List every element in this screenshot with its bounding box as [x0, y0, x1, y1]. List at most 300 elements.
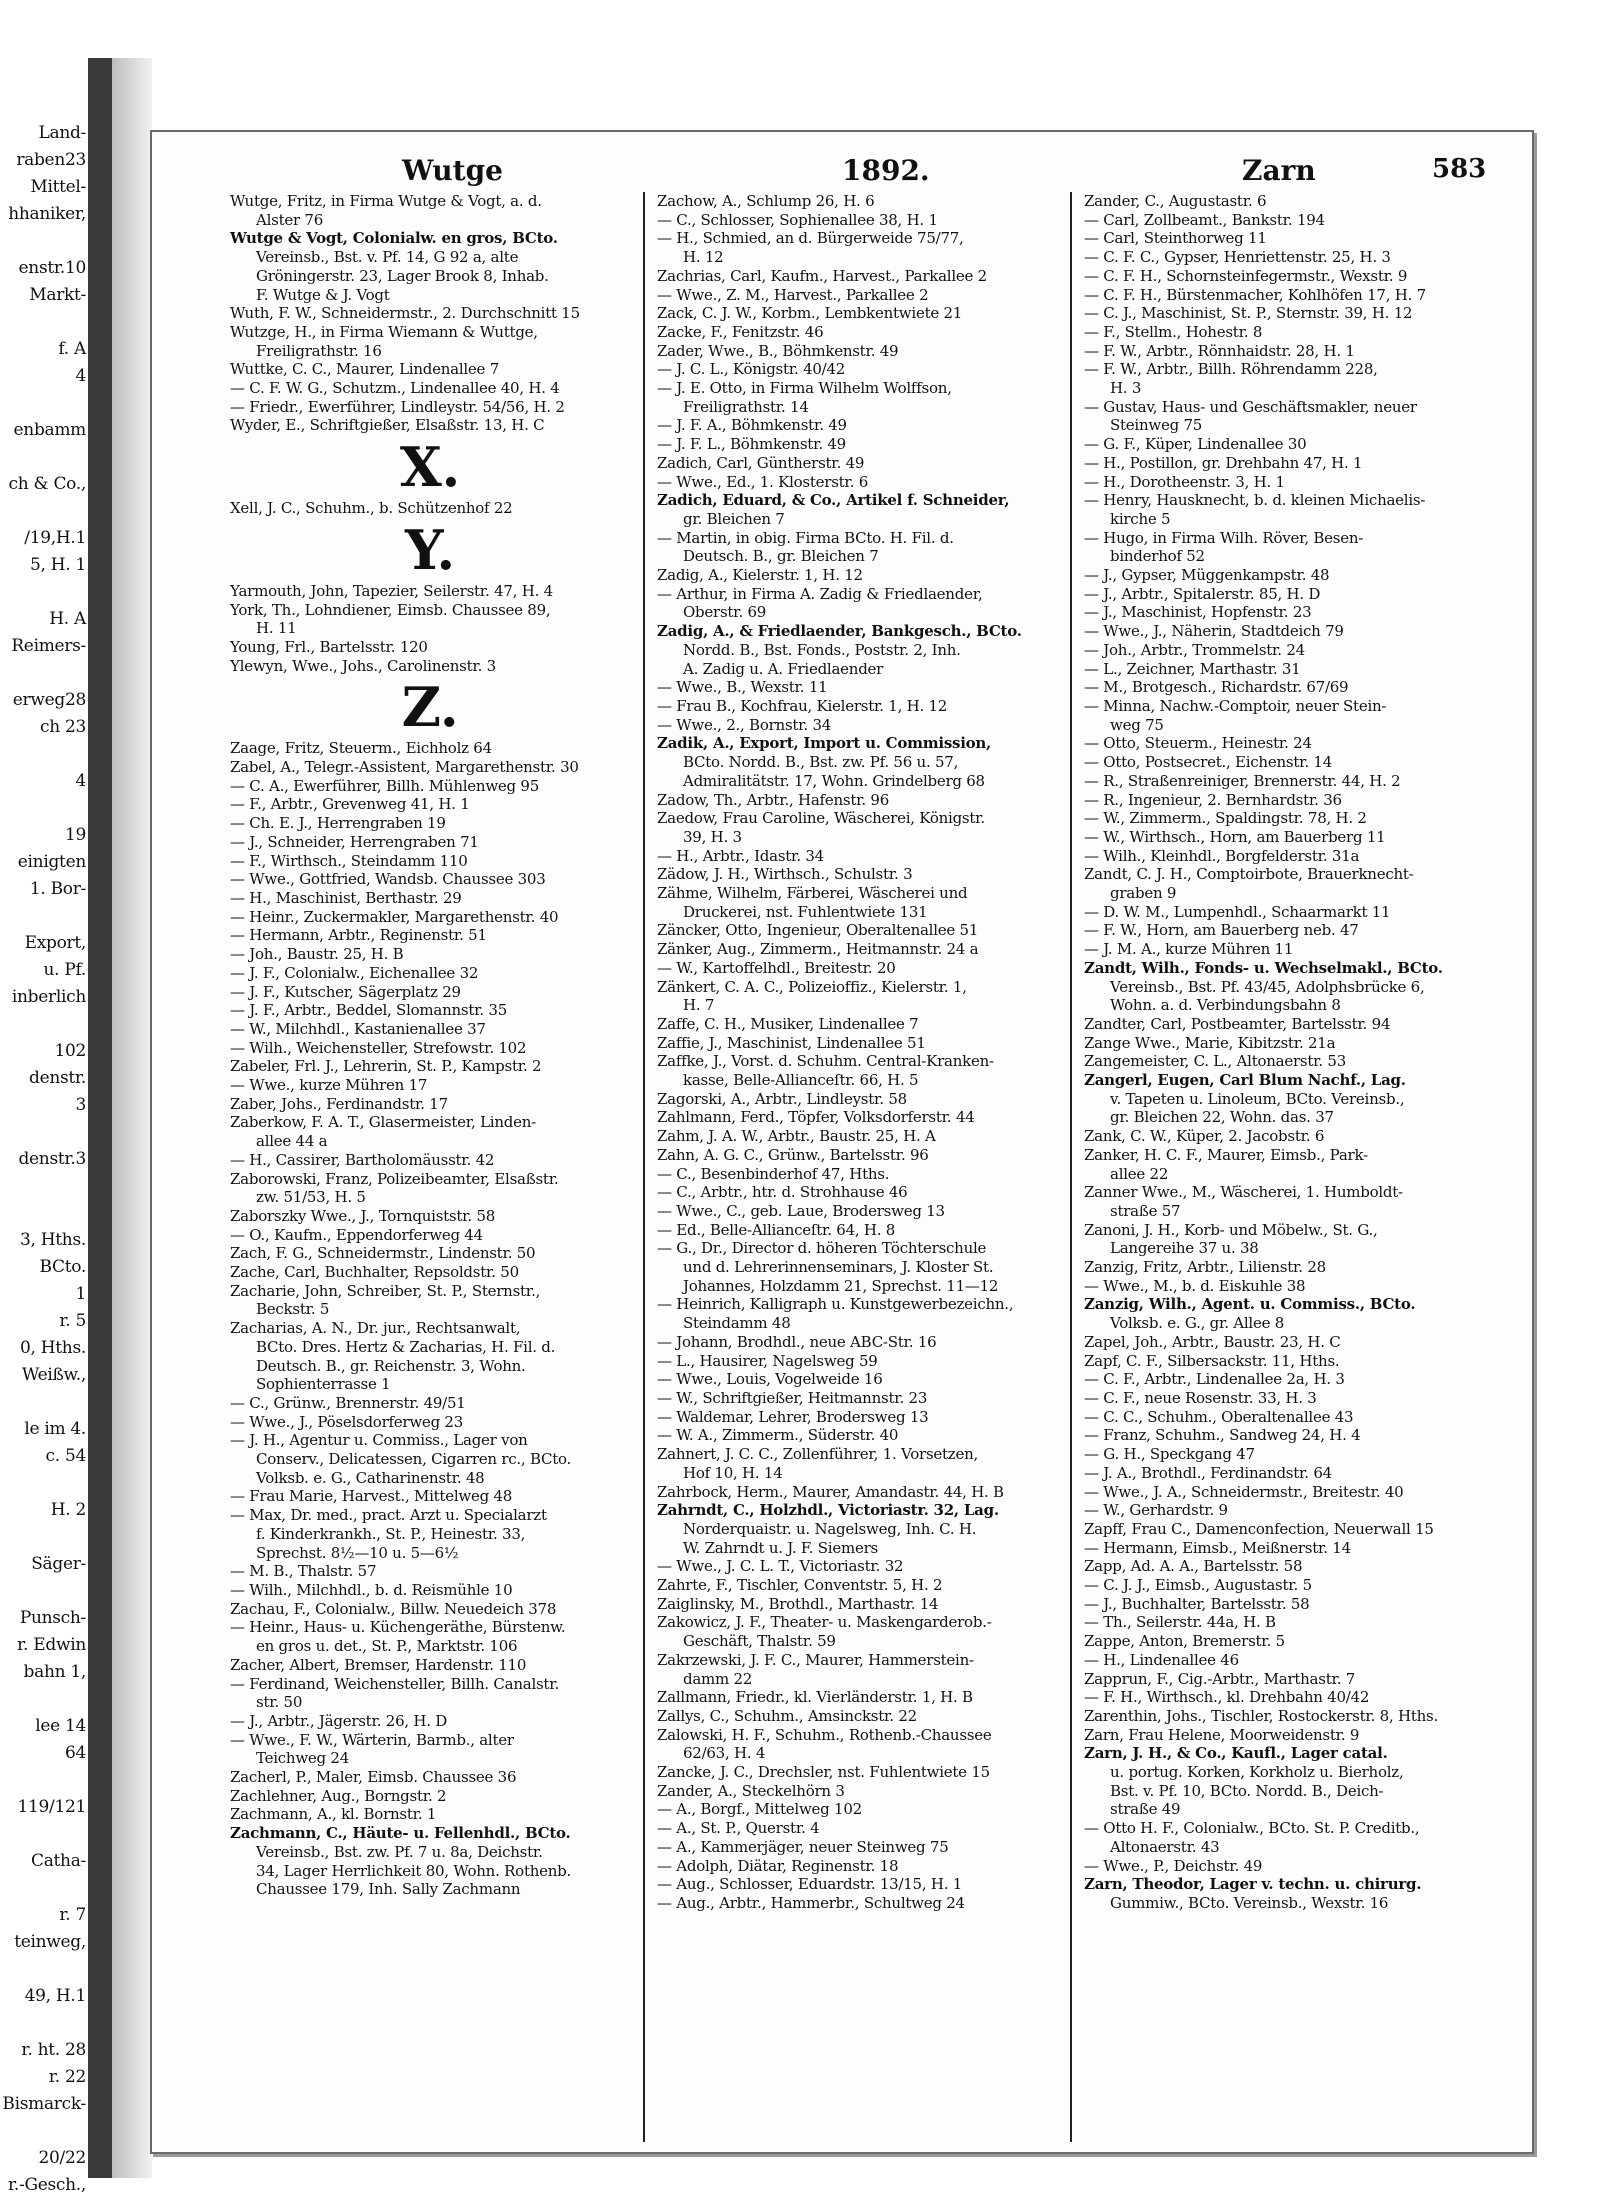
directory-entry: Zachow, A., Schlump 26, H. 6: [657, 192, 875, 210]
directory-entry: Zarn, Theodor, Lager v. techn. u. chirurg.: [1084, 1875, 1422, 1894]
left-page-fragment: [0, 2118, 86, 2145]
entry-continuation: Altonaerstr. 43: [1110, 1837, 1220, 1856]
directory-entry: Zapff, Frau C., Damenconfection, Neuerwall 15: [1084, 1519, 1434, 1538]
left-page-fragment: [0, 228, 86, 255]
directory-entry: Zädow, J. H., Wirthsch., Schulstr. 3: [657, 865, 913, 884]
left-page-fragment: r. 5: [59, 1311, 86, 1331]
left-page-fragment: 64: [64, 1743, 86, 1763]
left-page-fragment: Reimers-: [11, 636, 86, 656]
left-page-fragment: [0, 1875, 86, 1902]
entry-continuation: straße 57: [1110, 1201, 1181, 1220]
left-page-fragment: ch & Co.,: [8, 474, 86, 494]
left-page-fragment: [0, 795, 86, 822]
header-year: 1892.: [842, 154, 930, 187]
entry-continuation: allee 22: [1110, 1164, 1169, 1183]
left-page-fragment: erweg28: [12, 690, 86, 710]
entry-continuation: graben 9: [1110, 884, 1177, 903]
left-page-fragment: r. 22: [48, 2067, 86, 2087]
left-page-fragment: Markt-: [29, 285, 86, 305]
left-page-fragment: H. 2: [50, 1500, 86, 1520]
directory-entry: — W., Kartoffelhdl., Breitestr. 20: [657, 958, 896, 977]
directory-entry: — H., Maschinist, Berthastr. 29: [230, 888, 462, 907]
left-page-fragment: Weißw.,: [21, 1365, 86, 1385]
directory-entry: — F., Wirthsch., Steindamm 110: [230, 851, 468, 870]
directory-entry: Xell, J. C., Schuhm., b. Schützenhof 22: [230, 499, 513, 518]
entry-continuation: Norderquaistr. u. Nagelsweg, Inh. C. H.: [683, 1519, 977, 1538]
directory-entry: Zarenthin, Johs., Tischler, Rostockerstr. 8, Hths.: [1084, 1706, 1438, 1725]
entry-continuation: Wohn. a. d. Verbindungsbahn 8: [1110, 996, 1341, 1015]
directory-entry: — A., St. P., Querstr. 4: [657, 1819, 820, 1838]
entry-continuation: Steinweg 75: [1110, 416, 1203, 435]
entry-continuation: Gummiw., BCto. Vereinsb., Wexstr. 16: [1110, 1893, 1389, 1912]
directory-entry: Zabeler, Frl. J., Lehrerin, St. P., Kampstr. 2: [230, 1057, 542, 1076]
directory-entry: Zacher, Albert, Bremser, Hardenstr. 110: [230, 1655, 527, 1674]
left-page-fragment: r.-Gesch.,: [7, 2175, 86, 2195]
entry-continuation: Nordd. B., Bst. Fonds., Poststr. 2, Inh.: [683, 640, 961, 659]
directory-entry: — Friedr., Ewerführer, Lindleystr. 54/56, H. 2: [230, 397, 565, 416]
directory-entry: — F. W., Arbtr., Billh. Röhrendamm 228,: [1084, 360, 1378, 379]
directory-entry: Zandter, Carl, Postbeamter, Bartelsstr. 94: [1084, 1014, 1391, 1033]
left-page-fragment: enstr.10: [18, 258, 86, 278]
left-page-fragment: Säger-: [31, 1554, 86, 1574]
directory-entry: Zalowski, H. F., Schuhm., Rothenb.-Chaussee: [657, 1725, 992, 1744]
directory-entry: — W., Wirthsch., Horn, am Bauerberg 11: [1084, 827, 1386, 846]
entry-continuation: Oberstr. 69: [683, 603, 767, 622]
directory-entry: — Wwe., 2., Bornstr. 34: [657, 715, 832, 734]
entry-continuation: str. 50: [256, 1693, 303, 1712]
directory-entry: Zabel, A., Telegr.-Assistent, Margarethenstr. 30: [230, 758, 579, 777]
directory-entry: Ylewyn, Wwe., Johs., Carolinenstr. 3: [230, 656, 496, 675]
directory-entry: — Hermann, Arbtr., Reginenstr. 51: [230, 926, 487, 945]
left-page-fragment: einigten: [17, 852, 86, 872]
directory-entry: Zakowicz, J. F., Theater- u. Maskengarderob.-: [657, 1613, 992, 1632]
entry-continuation: Admiralitätstr. 17, Wohn. Grindelberg 68: [683, 771, 985, 790]
directory-entry: Wutzge, H., in Firma Wiemann & Wuttge,: [230, 322, 538, 341]
directory-entry: — J. E. Otto, in Firma Wilhelm Wolffson,: [657, 379, 952, 398]
directory-entry: Zachmann, A., kl. Bornstr. 1: [230, 1805, 437, 1824]
directory-entry: — Ferdinand, Weichensteller, Billh. Canalstr.: [230, 1674, 560, 1693]
entry-continuation: Sophienterrasse 1: [256, 1375, 391, 1394]
left-page-fragment: denstr.3: [18, 1149, 86, 1169]
directory-entry: — Carl, Zollbeamt., Bankstr. 194: [1084, 210, 1325, 229]
directory-entry: Zaffie, J., Maschinist, Lindenallee 51: [657, 1033, 926, 1052]
directory-entry: Zacharias, A. N., Dr. jur., Rechtsanwalt,: [230, 1319, 521, 1338]
left-page-fragment: [0, 1173, 86, 1200]
left-page-fragment: 3, Hths.: [20, 1230, 86, 1250]
directory-entry: — C. F. H., Bürstenmacher, Kohlhöfen 17, H. 7: [1084, 285, 1426, 304]
left-page-fragment: 3: [75, 1095, 86, 1115]
left-page-fragment: [0, 444, 86, 471]
directory-entry: Zapf, C. F., Silbersackstr. 11, Hths.: [1084, 1351, 1340, 1370]
directory-entry: Zanker, H. C. F., Maurer, Eimsb., Park-: [1084, 1145, 1368, 1164]
directory-entry: — Wwe., C., geb. Laue, Brodersweg 13: [657, 1201, 945, 1220]
directory-entry: — Frau B., Kochfrau, Kielerstr. 1, H. 12: [657, 696, 948, 715]
directory-entry: — C. F. H., Schornsteinfegermstr., Wexstr. 9: [1084, 266, 1408, 285]
left-page-fragment: 1. Bor-: [29, 879, 86, 899]
directory-entry: — Hugo, in Firma Wilh. Röver, Besen-: [1084, 528, 1364, 547]
entry-continuation: en gros u. det., St. P., Marktstr. 106: [256, 1637, 518, 1656]
book-spine-gutter: [112, 58, 152, 2178]
directory-entry: — J. F., Arbtr., Beddel, Slomannstr. 35: [230, 1001, 508, 1020]
left-page-fragment: [0, 1686, 86, 1713]
entry-continuation: gr. Bleichen 22, Wohn. das. 37: [1110, 1108, 1334, 1127]
directory-entry: — L., Zeichner, Marthastr. 31: [1084, 659, 1301, 678]
section-letter: X.: [399, 435, 461, 500]
header-last-entry: Zarn: [1242, 154, 1316, 187]
directory-entry: Zadich, Eduard, & Co., Artikel f. Schneider,: [657, 491, 1010, 510]
directory-entry: — C., Besenbinderhof 47, Hths.: [657, 1164, 890, 1183]
left-page-fragment: ch 23: [39, 717, 86, 737]
left-page-fragment: [0, 1524, 86, 1551]
entry-continuation: 62/63, H. 4: [683, 1744, 766, 1763]
left-page-fragment: [0, 2010, 86, 2037]
left-page-margin: [0, 120, 86, 2195]
column-divider: [1070, 192, 1072, 2142]
directory-entry: Zach, F. G., Schneidermstr., Lindenstr. 50: [230, 1244, 536, 1263]
entry-continuation: H. 12: [683, 248, 724, 267]
directory-entry: Zander, C., Augustastr. 6: [1084, 192, 1267, 210]
left-page-fragment: inberlich: [11, 987, 86, 1007]
directory-entry: — D. W. M., Lumpenhdl., Schaarmarkt 11: [1084, 902, 1391, 921]
directory-entry: Zahn, A. G. C., Grünw., Bartelsstr. 96: [657, 1145, 929, 1164]
directory-entry: Zaffe, C. H., Musiker, Lindenallee 7: [657, 1014, 919, 1033]
directory-entry: — Franz, Schuhm., Sandweg 24, H. 4: [1084, 1426, 1361, 1445]
entry-continuation: H. 11: [256, 619, 297, 638]
directory-entry: — Th., Seilerstr. 44a, H. B: [1084, 1613, 1276, 1632]
directory-entry: Zapel, Joh., Arbtr., Baustr. 23, H. C: [1084, 1332, 1341, 1351]
directory-entry: York, Th., Lohndiener, Eimsb. Chaussee 89,: [230, 600, 551, 619]
directory-entry: — M. B., Thalstr. 57: [230, 1562, 377, 1581]
entry-continuation: Conserv., Delicatessen, Cigarren rc., BCto.: [256, 1450, 572, 1469]
directory-entry: Zapprun, F., Cig.-Arbtr., Marthastr. 7: [1084, 1669, 1356, 1688]
left-page-fragment: Land-: [38, 123, 86, 143]
left-page-fragment: bahn 1,: [23, 1662, 86, 1682]
directory-entry: — F. W., Arbtr., Rönnhaidstr. 28, H. 1: [1084, 341, 1355, 360]
directory-entry: Zadich, Carl, Güntherstr. 49: [657, 453, 865, 472]
directory-entry: — C. F., Arbtr., Lindenallee 2a, H. 3: [1084, 1370, 1345, 1389]
directory-entry: — Aug., Arbtr., Hammerbr., Schultweg 24: [657, 1893, 965, 1912]
directory-entry: — Wwe., J. C. L. T., Victoriastr. 32: [657, 1557, 904, 1576]
directory-entry: Zache, Carl, Buchhalter, Repsoldstr. 50: [230, 1263, 519, 1282]
entry-continuation: zw. 51/53, H. 5: [256, 1188, 366, 1207]
left-page-fragment: hhaniker,: [8, 204, 86, 224]
directory-entry: Zagorski, A., Arbtr., Lindleystr. 58: [657, 1089, 907, 1108]
left-page-fragment: 20/22: [38, 2148, 86, 2168]
directory-entry: Zaffke, J., Vorst. d. Schuhm. Central-Kranken-: [657, 1052, 994, 1071]
directory-entry: Wuth, F. W., Schneidermstr., 2. Durchschnitt 15: [230, 304, 580, 323]
directory-entry: — W. A., Zimmerm., Süderstr. 40: [657, 1426, 899, 1445]
directory-entry: Zapp, Ad. A. A., Bartelsstr. 58: [1084, 1557, 1303, 1576]
entry-continuation: F. Wutge & J. Vogt: [256, 285, 390, 304]
left-page-fragment: enbamm: [13, 420, 86, 440]
directory-entry: Zanner Wwe., M., Wäscherei, 1. Humboldt-: [1084, 1183, 1403, 1202]
entry-continuation: Volksb. e. G., Catharinenstr. 48: [256, 1468, 485, 1487]
directory-entry: — C. J. J., Eimsb., Augustastr. 5: [1084, 1576, 1312, 1595]
directory-entry: — Hermann, Eimsb., Meißnerstr. 14: [1084, 1538, 1351, 1557]
directory-entry: — Heinrich, Kalligraph u. Kunstgewerbezeichn.,: [657, 1295, 1014, 1314]
entry-continuation: H. 7: [683, 996, 715, 1015]
entry-continuation: gr. Bleichen 7: [683, 509, 785, 528]
left-page-fragment: r. Edwin: [17, 1635, 86, 1655]
entry-continuation: Hof 10, H. 14: [683, 1463, 783, 1482]
entry-continuation: H. 3: [1110, 379, 1142, 398]
directory-entry: Young, Frl., Bartelsstr. 120: [230, 637, 428, 656]
directory-entry: Zacharie, John, Schreiber, St. P., Sternstr.,: [230, 1281, 541, 1300]
directory-entry: Zancke, J. C., Drechsler, nst. Fuhlentwiete 15: [657, 1763, 990, 1782]
directory-entry: — O., Kaufm., Eppendorferweg 44: [230, 1225, 483, 1244]
directory-entry: — Henry, Hausknecht, b. d. kleinen Michaelis-: [1084, 491, 1426, 510]
directory-entry: Zadig, A., & Friedlaender, Bankgesch., BCto.: [657, 622, 1022, 641]
directory-entry: Zakrzewski, J. F. C., Maurer, Hammerstein-: [657, 1650, 974, 1669]
page-number: 583: [1432, 154, 1487, 184]
left-page-fragment: [0, 1011, 86, 1038]
directory-entry: Zander, A., Steckelhörn 3: [657, 1781, 845, 1800]
directory-entry: — Ch. E. J., Herrengraben 19: [230, 814, 446, 833]
entry-continuation: BCto. Dres. Hertz & Zacharias, H. Fil. d.: [256, 1337, 556, 1356]
directory-entry: — H., Postillon, gr. Drehbahn 47, H. 1: [1084, 453, 1363, 472]
left-page-fragment: [0, 1821, 86, 1848]
directory-entry: — Arthur, in Firma A. Zadig & Friedlaender,: [657, 584, 983, 603]
entry-continuation: A. Zadig u. A. Friedlaender: [683, 659, 884, 678]
directory-entry: Zadow, Th., Arbtr., Hafenstr. 96: [657, 790, 890, 809]
left-page-fragment: 5, H. 1: [30, 555, 86, 575]
entry-continuation: allee 44 a: [256, 1132, 328, 1151]
directory-entry: — J., Schneider, Herrengraben 71: [230, 832, 479, 851]
entry-continuation: BCto. Nordd. B., Bst. zw. Pf. 56 u. 57,: [683, 753, 959, 772]
directory-entry: — Frau Marie, Harvest., Mittelweg 48: [230, 1487, 513, 1506]
left-page-fragment: Mittel-: [30, 177, 86, 197]
directory-entry: Zaiglinsky, M., Brothdl., Marthastr. 14: [657, 1594, 939, 1613]
directory-entry: Zachau, F., Colonialw., Billw. Neuedeich 378: [230, 1599, 557, 1618]
directory-entry: Zappe, Anton, Bremerstr. 5: [1084, 1632, 1285, 1651]
directory-entry: — J., Arbtr., Jägerstr. 26, H. D: [230, 1711, 448, 1730]
directory-entry: — C. F., neue Rosenstr. 33, H. 3: [1084, 1389, 1317, 1407]
left-page-fragment: BCto.: [39, 1257, 86, 1277]
directory-page: [150, 130, 1534, 2154]
left-page-fragment: [0, 1956, 86, 1983]
directory-entry: Zahlmann, Ferd., Töpfer, Volksdorferstr. 44: [657, 1108, 975, 1127]
directory-entry: Zachmann, C., Häute- u. Fellenhdl., BCto.: [230, 1824, 571, 1843]
left-page-fragment: Catha-: [30, 1851, 86, 1871]
directory-entry: — H., Dorotheenstr. 3, H. 1: [1084, 472, 1285, 491]
directory-entry: Zanoni, J. H., Korb- und Möbelw., St. G.,: [1084, 1220, 1378, 1239]
entry-continuation: Gröningerstr. 23, Lager Brook 8, Inhab.: [256, 266, 549, 285]
directory-entry: — J. A., Brothdl., Ferdinandstr. 64: [1084, 1463, 1332, 1482]
directory-entry: — Wilh., Milchhdl., b. d. Reismühle 10: [230, 1581, 513, 1599]
directory-entry: Wutge, Fritz, in Firma Wutge & Vogt, a. d.: [230, 192, 542, 210]
directory-entry: — Wwe., Louis, Vogelweide 16: [657, 1370, 883, 1389]
directory-entry: Zandt, Wilh., Fonds- u. Wechselmakl., BCto.: [1084, 958, 1443, 977]
left-page-fragment: 102: [54, 1041, 86, 1061]
directory-entry: Zaage, Fritz, Steuerm., Eichholz 64: [230, 739, 492, 758]
directory-entry: — W., Milchhdl., Kastanienallee 37: [230, 1019, 486, 1038]
left-page-fragment: 19: [64, 825, 86, 845]
directory-entry: — Minna, Nachw.-Comptoir, neuer Stein-: [1084, 696, 1387, 715]
directory-entry: — Joh., Arbtr., Trommelstr. 24: [1084, 640, 1305, 659]
entry-continuation: f. Kinderkrankh., St. P., Heinestr. 33,: [256, 1524, 526, 1543]
directory-entry: Zangerl, Eugen, Carl Blum Nachf., Lag.: [1084, 1071, 1406, 1090]
directory-entry: — C. J., Maschinist, St. P., Sternstr. 39, H. 12: [1084, 304, 1413, 323]
directory-entry: — Wwe., B., Wexstr. 11: [657, 678, 828, 697]
directory-entry: — Ed., Belle-Allianceſtr. 64, H. 8: [657, 1220, 896, 1239]
entry-continuation: Teichweg 24: [256, 1749, 349, 1768]
directory-entry: — Joh., Baustr. 25, H. B: [230, 945, 404, 964]
left-page-fragment: [0, 1200, 86, 1227]
directory-entry: — J. M. A., kurze Mühren 11: [1084, 940, 1294, 959]
directory-entry: — C. A., Ewerführer, Billh. Mühlenweg 95: [230, 776, 539, 795]
left-page-fragment: r. 7: [59, 1905, 86, 1925]
entry-continuation: v. Tapeten u. Linoleum, BCto. Vereinsb.,: [1110, 1089, 1405, 1108]
directory-entry: — Johann, Brodhdl., neue ABC-Str. 16: [657, 1332, 937, 1351]
directory-entry: Zanzig, Wilh., Agent. u. Commiss., BCto.: [1084, 1295, 1416, 1314]
directory-entry: Zahrndt, C., Holzhdl., Victoriastr. 32, Lag.: [657, 1501, 999, 1520]
entry-continuation: W. Zahrndt u. J. F. Siemers: [683, 1538, 878, 1557]
entry-continuation: u. portug. Korken, Korkholz u. Bierholz,: [1110, 1763, 1404, 1782]
entry-continuation: und d. Lehrerinnenseminars, J. Kloster St.: [683, 1258, 994, 1277]
left-page-fragment: [0, 1119, 86, 1146]
directory-entry: — L., Hausirer, Nagelsweg 59: [657, 1351, 878, 1370]
entry-continuation: kasse, Belle-Allianceſtr. 66, H. 5: [683, 1071, 919, 1090]
entry-continuation: 34, Lager Herrlichkeit 80, Wohn. Rothenb.: [256, 1861, 572, 1880]
left-page-fragment: H. A: [49, 609, 86, 629]
left-page-fragment: [0, 741, 86, 768]
directory-entry: Zänkert, C. A. C., Polizeioffiz., Kielerstr. 1,: [657, 977, 967, 996]
entry-continuation: straße 49: [1110, 1800, 1181, 1819]
directory-entry: Yarmouth, John, Tapezier, Seilerstr. 47, H. 4: [230, 581, 553, 600]
directory-entry: Zadik, A., Export, Import u. Commission,: [657, 734, 992, 753]
section-letter: Z.: [401, 675, 459, 740]
book-spine-shadow: [88, 58, 112, 2178]
directory-entry: — Otto H. F., Colonialw., BCto. St. P. Creditb.,: [1084, 1819, 1420, 1838]
directory-entry: Wyder, E., Schriftgießer, Elsaßstr. 13, H. C: [230, 416, 545, 435]
entry-continuation: Sprechst. 8½—10 u. 5—6½: [256, 1543, 459, 1562]
directory-entry: — J. F. L., Böhmkenstr. 49: [657, 435, 846, 454]
directory-entry: — Max, Dr. med., pract. Arzt u. Specialarzt: [230, 1506, 547, 1525]
directory-entry: Zarn, J. H., & Co., Kaufl., Lager catal.: [1084, 1744, 1388, 1763]
entry-continuation: Geschäft, Thalstr. 59: [683, 1632, 836, 1651]
left-page-fragment: raben23: [16, 150, 86, 170]
entry-continuation: Freiligrathstr. 16: [256, 341, 382, 360]
directory-entry: — F., Stellm., Hohestr. 8: [1084, 322, 1263, 341]
left-page-fragment: 4: [75, 366, 86, 386]
left-page-fragment: le im 4.: [24, 1419, 86, 1439]
directory-entry: — Heinr., Zuckermakler, Margarethenstr. 40: [230, 907, 559, 926]
left-page-fragment: [0, 309, 86, 336]
entry-continuation: binderhof 52: [1110, 547, 1205, 566]
left-page-fragment: u. Pf.: [43, 960, 86, 980]
directory-entry: — Wwe., F. W., Wärterin, Barmb., alter: [230, 1730, 514, 1749]
column-3: [1084, 192, 1484, 2142]
directory-entry: — Wwe., J., Näherin, Stadtdeich 79: [1084, 622, 1344, 641]
entry-continuation: 39, H. 3: [683, 827, 742, 846]
directory-entry: Zanzig, Fritz, Arbtr., Lilienstr. 28: [1084, 1258, 1326, 1277]
directory-entry: Zaborszky Wwe., J., Tornquiststr. 58: [230, 1206, 496, 1225]
directory-entry: — F. H., Wirthsch., kl. Drehbahn 40/42: [1084, 1688, 1370, 1707]
entry-continuation: Langereihe 37 u. 38: [1110, 1239, 1259, 1258]
column-2: [657, 192, 1059, 2142]
directory-entry: — Heinr., Haus- u. Küchengeräthe, Bürstenw.: [230, 1618, 566, 1637]
directory-entry: Zarn, Frau Helene, Moorweidenstr. 9: [1084, 1725, 1360, 1744]
directory-entry: — A., Borgf., Mittelweg 102: [657, 1800, 862, 1819]
directory-entry: Zaedow, Frau Caroline, Wäscherei, Königstr.: [657, 809, 985, 828]
directory-entry: Zahnert, J. C. C., Zollenführer, 1. Vorsetzen,: [657, 1445, 979, 1464]
directory-entry: Zahrbock, Herm., Maurer, Amandastr. 44, H. B: [657, 1482, 1004, 1501]
directory-entry: Zacke, F., Fenitzstr. 46: [657, 322, 824, 341]
directory-entry: — G. H., Speckgang 47: [1084, 1445, 1255, 1464]
left-page-fragment: Export,: [24, 933, 86, 953]
column-1: [230, 192, 630, 2142]
directory-entry: Zäncker, Otto, Ingenieur, Oberaltenallee 51: [657, 921, 979, 940]
left-page-fragment: lee 14: [35, 1716, 86, 1736]
left-page-fragment: 49, H.1: [24, 1986, 86, 2006]
directory-entry: Zähme, Wilhelm, Färberei, Wäscherei und: [657, 884, 968, 903]
directory-entry: Zachrias, Carl, Kaufm., Harvest., Parkallee 2: [657, 266, 987, 285]
directory-entry: Zangemeister, C. L., Altonaerstr. 53: [1084, 1052, 1347, 1071]
left-page-fragment: c. 54: [45, 1446, 86, 1466]
entry-continuation: Steindamm 48: [683, 1314, 791, 1333]
entry-continuation: Vereinsb., Bst. v. Pf. 14, G 92 a, alte: [256, 248, 519, 267]
entry-continuation: Deutsch. B., gr. Reichenstr. 3, Wohn.: [256, 1356, 526, 1375]
entry-continuation: Volksb. e. G., gr. Allee 8: [1110, 1314, 1285, 1333]
directory-entry: — R., Ingenieur, 2. Bernhardstr. 36: [1084, 790, 1342, 809]
left-page-fragment: 4: [75, 771, 86, 791]
left-page-fragment: [0, 1767, 86, 1794]
directory-entry: — Adolph, Diätar, Reginenstr. 18: [657, 1856, 899, 1875]
entry-continuation: Vereinsb., Bst. Pf. 43/45, Adolphsbrücke 6,: [1110, 977, 1425, 996]
left-page-fragment: 119/121: [17, 1797, 86, 1817]
entry-continuation: Deutsch. B., gr. Bleichen 7: [683, 547, 879, 566]
directory-entry: Zänker, Aug., Zimmerm., Heitmannstr. 24 a: [657, 940, 979, 959]
directory-entry: — Wwe., P., Deichstr. 49: [1084, 1856, 1263, 1875]
directory-entry: Zallmann, Friedr., kl. Vierländerstr. 1, H. B: [657, 1688, 973, 1707]
directory-entry: Zandt, C. J. H., Comptoirbote, Brauerknecht-: [1084, 865, 1414, 884]
left-page-fragment: Punsch-: [19, 1608, 86, 1628]
directory-entry: — Otto, Postsecret., Eichenstr. 14: [1084, 753, 1333, 772]
directory-entry: — Wwe., Gottfried, Wandsb. Chaussee 303: [230, 870, 546, 889]
directory-entry: — J. F., Kutscher, Sägerplatz 29: [230, 982, 461, 1001]
left-page-fragment: r. ht. 28: [21, 2040, 86, 2060]
column-divider: [643, 192, 645, 2142]
left-page-fragment: [0, 660, 86, 687]
directory-entry: — J. C. L., Königstr. 40/42: [657, 360, 846, 379]
directory-entry: — Wwe., M., b. d. Eiskuhle 38: [1084, 1276, 1306, 1295]
directory-entry: — Wwe., Ed., 1. Klosterstr. 6: [657, 472, 869, 491]
directory-entry: — Gustav, Haus- und Geschäftsmakler, neuer: [1084, 397, 1417, 416]
directory-entry: — Wilh., Weichensteller, Strefowstr. 102: [230, 1038, 527, 1057]
entry-continuation: kirche 5: [1110, 509, 1171, 528]
directory-entry: Zacherl, P., Maler, Eimsb. Chaussee 36: [230, 1768, 517, 1787]
directory-entry: Zaber, Johs., Ferdinandstr. 17: [230, 1094, 448, 1113]
directory-entry: — C. F. W. G., Schutzm., Lindenallee 40, H. 4: [230, 379, 560, 398]
entry-continuation: Druckerei, nst. Fuhlentwiete 131: [683, 902, 928, 921]
directory-entry: — H., Lindenallee 46: [1084, 1650, 1239, 1669]
header-first-entry: Wutge: [402, 154, 503, 187]
directory-entry: Wuttke, C. C., Maurer, Lindenallee 7: [230, 360, 499, 379]
directory-entry: — Wwe., J. A., Schneidermstr., Breitestr. 40: [1084, 1482, 1404, 1501]
directory-entry: — Wilh., Kleinhdl., Borgfelderstr. 31a: [1084, 846, 1360, 865]
section-letter: Y.: [405, 517, 455, 582]
directory-entry: — Carl, Steinthorweg 11: [1084, 229, 1267, 248]
directory-entry: Zaborowski, Franz, Polizeibeamter, Elsaßstr.: [230, 1169, 559, 1188]
entry-continuation: damm 22: [683, 1669, 753, 1688]
directory-entry: Zank, C. W., Küper, 2. Jacobstr. 6: [1084, 1127, 1325, 1146]
directory-entry: — R., Straßenreiniger, Brennerstr. 44, H. 2: [1084, 771, 1401, 790]
directory-entry: — Martin, in obig. Firma BCto. H. Fil. d.: [657, 528, 954, 547]
left-page-fragment: f. A: [58, 339, 86, 359]
directory-entry: — Wwe., J., Pöselsdorferweg 23: [230, 1412, 464, 1431]
directory-entry: — J., Gypser, Müggenkampstr. 48: [1084, 566, 1330, 585]
directory-entry: — C., Arbtr., htr. d. Strohhause 46: [657, 1183, 908, 1202]
